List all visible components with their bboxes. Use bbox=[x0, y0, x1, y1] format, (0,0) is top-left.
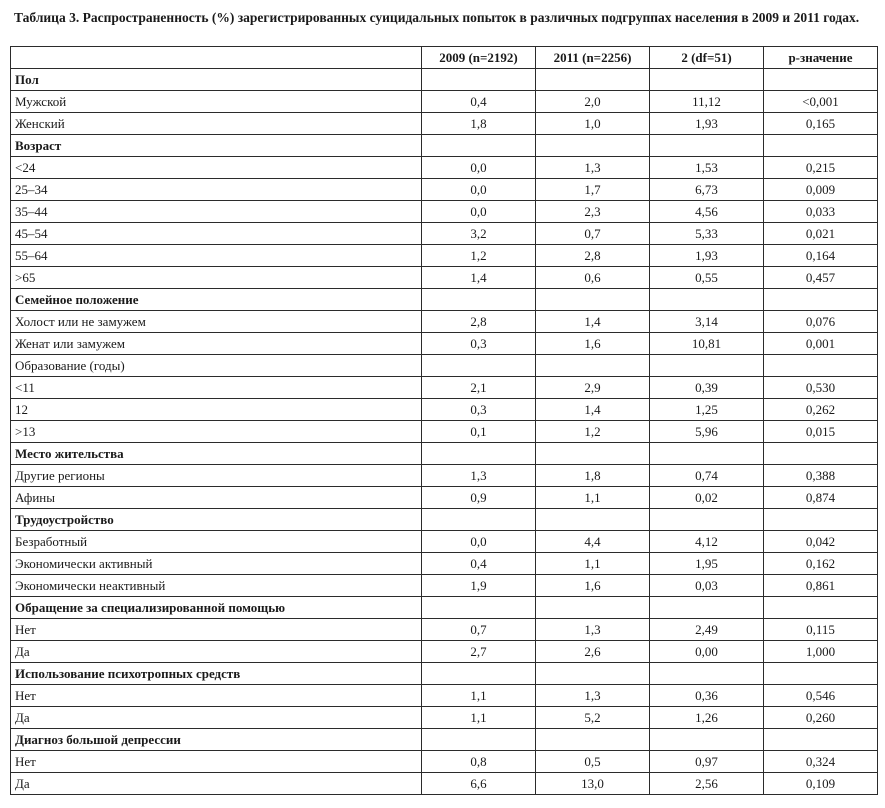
cell-2009: 1,1 bbox=[422, 707, 536, 729]
cell-empty bbox=[422, 289, 536, 311]
row-label: 35–44 bbox=[11, 201, 422, 223]
cell-chi: 0,02 bbox=[650, 487, 764, 509]
row-label: Экономически активный bbox=[11, 553, 422, 575]
table-row bbox=[11, 223, 878, 245]
header-2009: 2009 (n=2192) bbox=[422, 47, 536, 69]
table-row bbox=[11, 773, 878, 795]
table-row bbox=[11, 267, 878, 289]
cell-p: 0,009 bbox=[764, 179, 878, 201]
cell-empty bbox=[536, 509, 650, 531]
cell-p: 0,001 bbox=[764, 333, 878, 355]
table-row bbox=[11, 487, 878, 509]
row-label: Да bbox=[11, 641, 422, 663]
cell-empty bbox=[764, 443, 878, 465]
header-chi: 2 (df=51) bbox=[650, 47, 764, 69]
cell-p: 0,530 bbox=[764, 377, 878, 399]
cell-empty bbox=[422, 355, 536, 377]
row-label: Нет bbox=[11, 685, 422, 707]
cell-chi: 10,81 bbox=[650, 333, 764, 355]
cell-2009: 1,1 bbox=[422, 685, 536, 707]
section-row bbox=[11, 509, 878, 531]
cell-chi: 0,00 bbox=[650, 641, 764, 663]
table-row bbox=[11, 619, 878, 641]
cell-p: 0,164 bbox=[764, 245, 878, 267]
cell-2009: 0,0 bbox=[422, 157, 536, 179]
cell-p: 0,076 bbox=[764, 311, 878, 333]
cell-chi: 5,96 bbox=[650, 421, 764, 443]
cell-empty bbox=[650, 729, 764, 751]
row-label: 25–34 bbox=[11, 179, 422, 201]
cell-2009: 2,7 bbox=[422, 641, 536, 663]
cell-2009: 1,4 bbox=[422, 267, 536, 289]
cell-chi: 0,39 bbox=[650, 377, 764, 399]
cell-2011: 1,6 bbox=[536, 333, 650, 355]
cell-empty bbox=[536, 597, 650, 619]
cell-2009: 1,2 bbox=[422, 245, 536, 267]
row-label: Нет bbox=[11, 619, 422, 641]
cell-chi: 11,12 bbox=[650, 91, 764, 113]
row-label: Экономически неактивный bbox=[11, 575, 422, 597]
cell-2011: 1,3 bbox=[536, 157, 650, 179]
cell-empty bbox=[536, 289, 650, 311]
table-row bbox=[11, 751, 878, 773]
cell-chi: 1,53 bbox=[650, 157, 764, 179]
cell-empty bbox=[536, 663, 650, 685]
cell-p: 0,861 bbox=[764, 575, 878, 597]
cell-p: 0,874 bbox=[764, 487, 878, 509]
cell-2009: 0,0 bbox=[422, 531, 536, 553]
row-label: 12 bbox=[11, 399, 422, 421]
cell-2011: 5,2 bbox=[536, 707, 650, 729]
row-label: Другие регионы bbox=[11, 465, 422, 487]
cell-2009: 3,2 bbox=[422, 223, 536, 245]
cell-2011: 0,6 bbox=[536, 267, 650, 289]
row-label: Да bbox=[11, 773, 422, 795]
cell-empty bbox=[764, 663, 878, 685]
cell-empty bbox=[650, 355, 764, 377]
cell-chi: 1,95 bbox=[650, 553, 764, 575]
row-label: >13 bbox=[11, 421, 422, 443]
cell-2011: 2,9 bbox=[536, 377, 650, 399]
cell-chi: 3,14 bbox=[650, 311, 764, 333]
cell-p: 0,015 bbox=[764, 421, 878, 443]
section-row bbox=[11, 663, 878, 685]
cell-2009: 1,9 bbox=[422, 575, 536, 597]
section-row bbox=[11, 289, 878, 311]
cell-p: 0,042 bbox=[764, 531, 878, 553]
cell-empty bbox=[650, 135, 764, 157]
cell-empty bbox=[536, 69, 650, 91]
table-row bbox=[11, 311, 878, 333]
row-label: Да bbox=[11, 707, 422, 729]
cell-empty bbox=[422, 729, 536, 751]
section-label: Образование (годы) bbox=[11, 355, 422, 377]
row-label: Мужской bbox=[11, 91, 422, 113]
header-row bbox=[11, 47, 878, 69]
cell-empty bbox=[764, 69, 878, 91]
row-label: Женат или замужем bbox=[11, 333, 422, 355]
cell-chi: 4,12 bbox=[650, 531, 764, 553]
cell-p: 0,388 bbox=[764, 465, 878, 487]
table-row bbox=[11, 575, 878, 597]
cell-2011: 1,4 bbox=[536, 311, 650, 333]
row-label: Холост или не замужем bbox=[11, 311, 422, 333]
cell-empty bbox=[422, 663, 536, 685]
cell-chi: 2,49 bbox=[650, 619, 764, 641]
cell-empty bbox=[536, 355, 650, 377]
cell-2009: 2,8 bbox=[422, 311, 536, 333]
cell-2011: 1,6 bbox=[536, 575, 650, 597]
cell-p: 0,457 bbox=[764, 267, 878, 289]
cell-empty bbox=[764, 729, 878, 751]
section-label: Обращение за специализированной помощью bbox=[11, 597, 422, 619]
cell-p: 0,215 bbox=[764, 157, 878, 179]
row-label: 55–64 bbox=[11, 245, 422, 267]
section-label: Трудоустройство bbox=[11, 509, 422, 531]
section-row bbox=[11, 135, 878, 157]
section-row bbox=[11, 69, 878, 91]
cell-empty bbox=[650, 663, 764, 685]
cell-empty bbox=[650, 509, 764, 531]
cell-2009: 0,4 bbox=[422, 91, 536, 113]
table-row bbox=[11, 113, 878, 135]
cell-empty bbox=[422, 509, 536, 531]
cell-2009: 0,3 bbox=[422, 333, 536, 355]
cell-p: <0,001 bbox=[764, 91, 878, 113]
cell-2009: 1,8 bbox=[422, 113, 536, 135]
cell-2011: 1,7 bbox=[536, 179, 650, 201]
section-row bbox=[11, 355, 878, 377]
section-label: Использование психотропных средств bbox=[11, 663, 422, 685]
cell-chi: 1,25 bbox=[650, 399, 764, 421]
cell-p: 0,262 bbox=[764, 399, 878, 421]
cell-chi: 2,56 bbox=[650, 773, 764, 795]
section-label: Пол bbox=[11, 69, 422, 91]
table-row bbox=[11, 91, 878, 113]
cell-2011: 1,1 bbox=[536, 487, 650, 509]
table-caption: Таблица 3. Распространенность (%) зарегистрированных суицидальных попыток в различных подгруппах населения в 2009 и 2011 годах. bbox=[14, 10, 860, 25]
cell-2011: 1,1 bbox=[536, 553, 650, 575]
table-row bbox=[11, 465, 878, 487]
cell-empty bbox=[650, 597, 764, 619]
cell-2009: 0,0 bbox=[422, 179, 536, 201]
row-label: Афины bbox=[11, 487, 422, 509]
cell-empty bbox=[422, 597, 536, 619]
cell-chi: 0,36 bbox=[650, 685, 764, 707]
section-label: Место жительства bbox=[11, 443, 422, 465]
cell-empty bbox=[650, 289, 764, 311]
section-row bbox=[11, 443, 878, 465]
cell-chi: 0,55 bbox=[650, 267, 764, 289]
table-row bbox=[11, 531, 878, 553]
cell-2011: 2,8 bbox=[536, 245, 650, 267]
cell-chi: 6,73 bbox=[650, 179, 764, 201]
cell-empty bbox=[650, 443, 764, 465]
header-2011: 2011 (n=2256) bbox=[536, 47, 650, 69]
cell-2009: 0,8 bbox=[422, 751, 536, 773]
cell-p: 1,000 bbox=[764, 641, 878, 663]
cell-2009: 0,7 bbox=[422, 619, 536, 641]
table-row bbox=[11, 377, 878, 399]
data-table bbox=[10, 46, 878, 795]
cell-p: 0,021 bbox=[764, 223, 878, 245]
table-row bbox=[11, 641, 878, 663]
cell-p: 0,324 bbox=[764, 751, 878, 773]
cell-2009: 0,9 bbox=[422, 487, 536, 509]
cell-empty bbox=[422, 135, 536, 157]
cell-2009: 6,6 bbox=[422, 773, 536, 795]
table-row bbox=[11, 245, 878, 267]
cell-p: 0,165 bbox=[764, 113, 878, 135]
section-label: Диагноз большой депрессии bbox=[11, 729, 422, 751]
cell-p: 0,109 bbox=[764, 773, 878, 795]
row-label: Женский bbox=[11, 113, 422, 135]
cell-empty bbox=[422, 69, 536, 91]
table-row bbox=[11, 685, 878, 707]
cell-2011: 0,5 bbox=[536, 751, 650, 773]
cell-2011: 2,6 bbox=[536, 641, 650, 663]
cell-2011: 4,4 bbox=[536, 531, 650, 553]
row-label: Безработный bbox=[11, 531, 422, 553]
cell-p: 0,033 bbox=[764, 201, 878, 223]
table-row bbox=[11, 399, 878, 421]
cell-2011: 1,3 bbox=[536, 685, 650, 707]
cell-2011: 1,2 bbox=[536, 421, 650, 443]
cell-empty bbox=[422, 443, 536, 465]
cell-2009: 0,0 bbox=[422, 201, 536, 223]
row-label: Нет bbox=[11, 751, 422, 773]
table-row bbox=[11, 553, 878, 575]
cell-chi: 0,74 bbox=[650, 465, 764, 487]
cell-2011: 2,3 bbox=[536, 201, 650, 223]
cell-p: 0,260 bbox=[764, 707, 878, 729]
cell-2011: 1,3 bbox=[536, 619, 650, 641]
cell-chi: 1,26 bbox=[650, 707, 764, 729]
cell-chi: 0,97 bbox=[650, 751, 764, 773]
section-row bbox=[11, 729, 878, 751]
section-label: Семейное положение bbox=[11, 289, 422, 311]
cell-2011: 1,0 bbox=[536, 113, 650, 135]
cell-empty bbox=[536, 729, 650, 751]
cell-p: 0,162 bbox=[764, 553, 878, 575]
table-body bbox=[11, 69, 878, 795]
cell-empty bbox=[764, 135, 878, 157]
cell-2009: 0,4 bbox=[422, 553, 536, 575]
cell-chi: 0,03 bbox=[650, 575, 764, 597]
section-label: Возраст bbox=[11, 135, 422, 157]
row-label: >65 bbox=[11, 267, 422, 289]
table-row bbox=[11, 333, 878, 355]
header-label bbox=[11, 47, 422, 69]
table-row bbox=[11, 421, 878, 443]
section-row bbox=[11, 597, 878, 619]
row-label: <24 bbox=[11, 157, 422, 179]
cell-chi: 4,56 bbox=[650, 201, 764, 223]
table-row bbox=[11, 179, 878, 201]
cell-p: 0,546 bbox=[764, 685, 878, 707]
cell-empty bbox=[650, 69, 764, 91]
cell-2009: 0,1 bbox=[422, 421, 536, 443]
row-label: <11 bbox=[11, 377, 422, 399]
cell-chi: 1,93 bbox=[650, 245, 764, 267]
cell-2011: 13,0 bbox=[536, 773, 650, 795]
table-row bbox=[11, 157, 878, 179]
cell-empty bbox=[764, 355, 878, 377]
header-p: p-значение bbox=[764, 47, 878, 69]
table-row bbox=[11, 707, 878, 729]
cell-2011: 1,8 bbox=[536, 465, 650, 487]
cell-2009: 0,3 bbox=[422, 399, 536, 421]
table-row bbox=[11, 201, 878, 223]
cell-chi: 5,33 bbox=[650, 223, 764, 245]
cell-2009: 2,1 bbox=[422, 377, 536, 399]
cell-2011: 1,4 bbox=[536, 399, 650, 421]
cell-empty bbox=[536, 443, 650, 465]
cell-2011: 2,0 bbox=[536, 91, 650, 113]
cell-2011: 0,7 bbox=[536, 223, 650, 245]
cell-empty bbox=[764, 289, 878, 311]
cell-empty bbox=[536, 135, 650, 157]
cell-empty bbox=[764, 597, 878, 619]
row-label: 45–54 bbox=[11, 223, 422, 245]
cell-empty bbox=[764, 509, 878, 531]
cell-chi: 1,93 bbox=[650, 113, 764, 135]
cell-p: 0,115 bbox=[764, 619, 878, 641]
cell-2009: 1,3 bbox=[422, 465, 536, 487]
